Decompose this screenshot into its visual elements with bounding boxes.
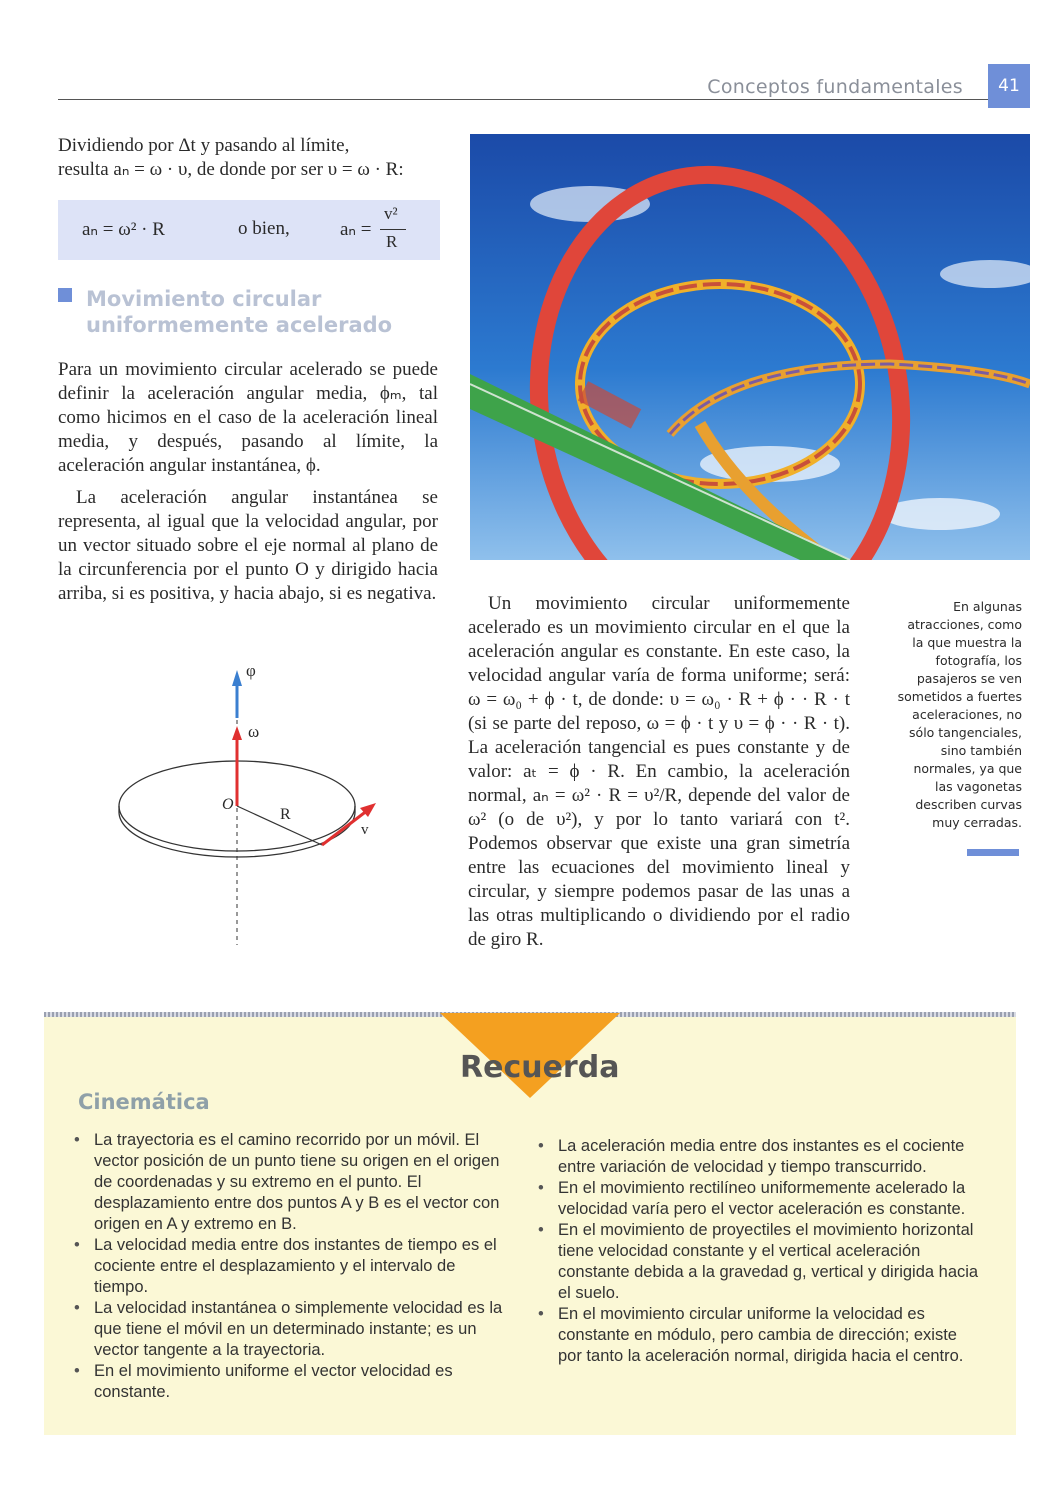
intro-line-2: resulta aₙ = ω · υ, de donde por ser υ = ω · R:	[58, 159, 404, 180]
section-marker	[58, 288, 72, 302]
list-item: • En el movimiento circular uniforme la velocidad es constante en módulo, pero cambia de dirección; existe por tanto la aceleración normal, dirigida hacia el centro.	[538, 1304, 983, 1367]
photo-caption	[872, 598, 1022, 832]
intro-line-1: Dividiendo por Δt y pasando al límite,	[58, 135, 350, 156]
recuerda-title: Recuerda	[460, 1050, 620, 1085]
phi-arrowhead	[232, 670, 242, 686]
paragraph-angular-acceleration: Para un movimiento circular acelerado se puede definir la aceleración angular media, ϕₘ, tal como hicimos en el caso de la aceleración lineal media, y después, pasando al límite, la aceleración angular instantánea, ϕ.	[58, 359, 438, 476]
caption-line: la que muestra la	[912, 635, 1022, 650]
list-item: • En el movimiento uniforme el vector velocidad es constante.	[74, 1361, 514, 1403]
phi-label: φ	[246, 661, 256, 680]
caption-line: En algunas	[953, 599, 1022, 614]
formula-an-omega: aₙ = ω² · R	[82, 219, 165, 240]
circular-motion-diagram	[100, 660, 400, 950]
caption-line: pasajeros se ven	[916, 671, 1022, 686]
caption-line: sino también	[940, 743, 1022, 758]
header-rule	[58, 99, 988, 100]
caption-line: las vagonetas	[935, 779, 1022, 794]
cinematica-heading: Cinemática	[78, 1090, 210, 1114]
section-title-line-1: Movimiento circular	[86, 287, 322, 311]
section-title	[86, 286, 392, 338]
formula-an-v: aₙ =	[340, 219, 372, 240]
list-item: • La trayectoria es el camino recorrido por un móvil. El vector posición de un punto tiene su origen en el origen de coordenadas y su extremo en el punto. El desplazamiento entre dos puntos A y B es el vector con origen en A y extremo en B.	[74, 1130, 514, 1235]
running-header: Conceptos fundamentales	[707, 76, 963, 98]
origin-label: O	[222, 796, 234, 813]
paragraph-vector-representation: La aceleración angular instantánea se representa, al igual que la velocidad angular, por un vector situado sobre el eje normal al plano de la circunferencia por el punto O y dirigido hacia arriba, si es positiva, y hacia abajo, si es negativa.	[58, 487, 438, 604]
list-item: • En el movimiento de proyectiles el movimiento horizontal tiene velocidad constante y el vertical aceleración constante debida a la gravedad g, vertical y dirigida hacia el suelo.	[538, 1220, 983, 1304]
section-title-line-2: uniformemente acelerado	[86, 313, 393, 337]
caption-line: sólo tangenciales,	[909, 725, 1022, 740]
caption-line: normales, ya que	[913, 761, 1022, 776]
formula-denominator: R	[386, 232, 398, 251]
omega-arrowhead	[232, 726, 242, 740]
recuerda-left-list	[74, 1130, 514, 1403]
radius-label: R	[280, 806, 291, 823]
formula-box	[58, 200, 440, 260]
caption-line: fotografía, los	[935, 653, 1022, 668]
fraction-bar	[380, 229, 406, 230]
caption-line: atracciones, como	[907, 617, 1022, 632]
omega-label: ω	[248, 722, 260, 741]
caption-accent-bar	[967, 849, 1019, 856]
velocity-label: v	[361, 822, 369, 838]
list-item: • En el movimiento rectilíneo uniformemente acelerado la velocidad varía pero el vector aceleración es constante.	[538, 1178, 983, 1220]
formula-numerator: v²	[384, 204, 398, 223]
roller-coaster-photo	[470, 134, 1030, 560]
list-item: • La velocidad media entre dos instantes de tiempo es el cociente entre el desplazamiento y el intervalo de tiempo.	[74, 1235, 514, 1298]
caption-line: describen curvas	[915, 797, 1022, 812]
paragraph-uniform-accelerated: Un movimiento circular uniformemente acelerado es un movimiento circular en el que la aceleración angular es constante. En este caso, la velocidad angular varía de forma uniforme; será: ω = ω₀ + ϕ · t, de donde: υ = ω₀ · R + ϕ · · R · t (si se parte del reposo, ω = ϕ · t y υ = ϕ · · R · t). La aceleración tangencial es pues constante y de valor: aₜ = ϕ · R. En cambio, la aceleración normal, aₙ = ω² · R = υ²/R, depende del valor de ω² (o de υ²), y por lo tanto variará con t². Podemos observar que existe una gran simetría entre las ecuaciones del movimiento lineal y circular, y siempre podemos pasar de las unas a las otras multiplicando o dividiendo por el radio de giro R.	[468, 593, 850, 950]
page-number: 41	[988, 64, 1030, 108]
caption-line: sometidos a fuertes	[897, 689, 1022, 704]
recuerda-right-list	[538, 1136, 983, 1367]
list-item: • La aceleración media entre dos instantes es el cociente entre variación de velocidad y tiempo transcurrido.	[538, 1136, 983, 1178]
caption-line: muy cerradas.	[932, 815, 1022, 830]
caption-line: aceleraciones, no	[912, 707, 1022, 722]
list-item: • La velocidad instantánea o simplemente velocidad es la que tiene el móvil en un determinado instante; es un vector tangente a la trayectoria.	[74, 1298, 514, 1361]
intro-text	[58, 134, 440, 182]
formula-or: o bien,	[238, 218, 290, 239]
